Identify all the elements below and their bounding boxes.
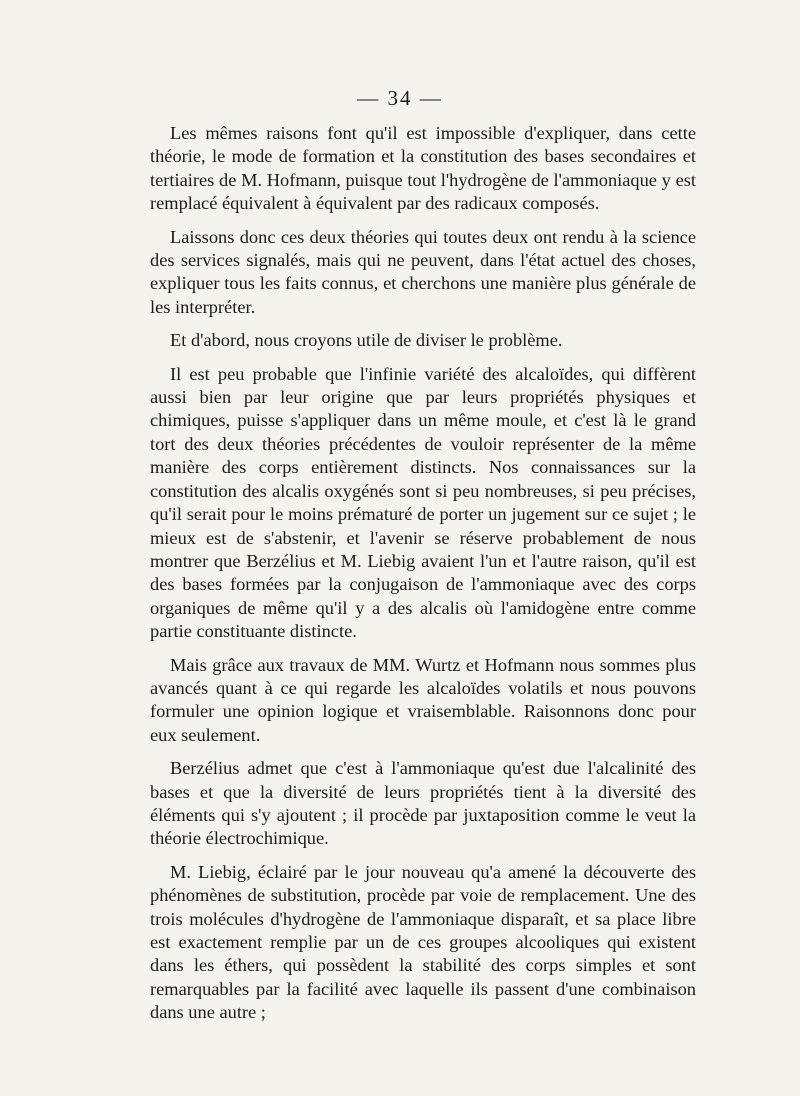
paragraph: Laissons donc ces deux théories qui toutes deux ont rendu à la science des services signalés, mais qui ne peuvent, dans l'état actuel des choses, expliquer tous les faits connus, et cherchons une manière plus générale de les interpréter.: [150, 226, 696, 317]
paragraph: Les mêmes raisons font qu'il est impossible d'expliquer, dans cette théorie, le mode de formation et la constitution des bases secondaires et tertiaires de M. Hofmann, puisque tout l'hydrogène de l'ammoniaque y est remplacé équivalent à équivalent par des radicaux composés.: [150, 123, 696, 214]
paragraph: M. Liebig, éclairé par le jour nouveau qu'a amené la découverte des phénomènes de substitution, procède par voie de remplacement. Une des trois molécules d'hydrogène de l'ammoniaque disparaît, et sa place libre est exactement remplie par un de ces groupes alcooliques qui existent dans les éthers, qui possèdent la stabilité des corps simples et sont remarquables par la facilité avec laquelle ils passent d'une combinaison dans une autre ;: [150, 861, 696, 1023]
paragraph: Mais grâce aux travaux de MM. Wurtz et Hofmann nous sommes plus avancés quant à ce qui regarde les alcaloïdes volatils et nous pouvons formuler une opinion logique et vraisemblable. Raisonnons donc pour eux seulement.: [150, 654, 696, 745]
paragraph: Et d'abord, nous croyons utile de diviser le problème.: [170, 330, 563, 351]
paragraph: Berzélius admet que c'est à l'ammoniaque qu'est due l'alcalinité des bases et que la diversité de leurs propriétés tient à la diversité des éléments qui s'y ajoutent ; il procède par juxtaposition comme le veut la théorie électrochimique.: [150, 758, 696, 849]
paragraph: Il est peu probable que l'infinie variété des alcaloïdes, qui diffèrent aussi bien par leur origine que par leurs propriétés physiques et chimiques, puisse s'appliquer dans un même moule, et c'est là le grand tort des deux théories précédentes de vouloir représenter de la même manière des corps entièrement distincts. Nos connaissances sur la constitution des alcalis oxygénés sont si peu nombreuses, si peu précises, qu'il serait pour le moins prématuré de porter un jugement sur ce sujet ; le mieux est de s'abstenir, et l'avenir se réserve probablement de nous montrer que Berzélius et M. Liebig avaient l'un et l'autre raison, qu'il est des bases formées par la conjugaison de l'ammoniaque avec des corps organiques de même qu'il y a des alcalis où l'amidogène entre comme partie constituante distincte.: [150, 363, 696, 642]
page-number: — 34 —: [357, 86, 443, 110]
body-text: [150, 122, 696, 1035]
